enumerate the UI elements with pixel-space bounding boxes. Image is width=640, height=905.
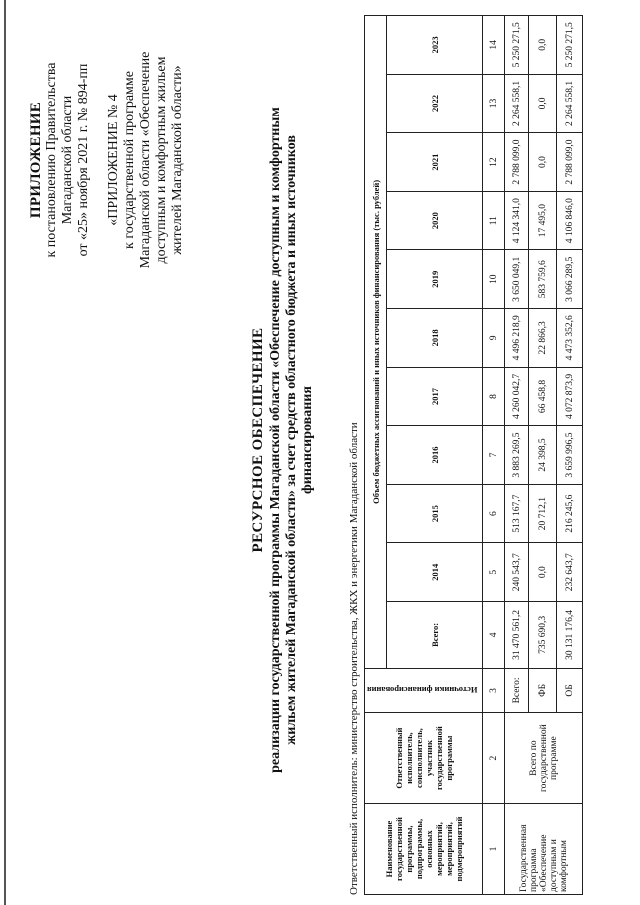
- total-cell: 735 690,3: [529, 602, 557, 669]
- value-cell: 20 712,1: [529, 484, 557, 543]
- header-year: 2017: [387, 367, 483, 426]
- value-cell: 5 250 271,5: [505, 16, 529, 75]
- column-number-row: [483, 16, 505, 895]
- appendix-line: Магаданской области «Обеспечение: [138, 51, 153, 269]
- value-cell: 3 659 996,5: [557, 426, 583, 485]
- source-cell: ОБ: [557, 668, 583, 712]
- value-cell: 66 458,8: [529, 367, 557, 426]
- header-year: 2015: [387, 484, 483, 543]
- col-number: 14: [483, 16, 505, 75]
- value-cell: 240 543,7: [505, 543, 529, 602]
- source-cell: ФБ: [529, 668, 557, 712]
- col-number: 10: [483, 250, 505, 309]
- value-cell: 4 124 341,0: [505, 191, 529, 250]
- table-row: [505, 16, 529, 895]
- value-cell: 2 788 099,0: [557, 133, 583, 192]
- scan-edge-line: [4, 0, 6, 905]
- value-cell: 513 167,7: [505, 484, 529, 543]
- value-cell: 5 250 271,5: [557, 16, 583, 75]
- document-title: [250, 95, 316, 785]
- header-total: Всего:: [387, 602, 483, 669]
- col-number: 8: [483, 367, 505, 426]
- header-volume: Объем бюджетных ассигнований и иных источников финансирования (тыс. рублей): [365, 16, 387, 669]
- value-cell: 0,0: [529, 543, 557, 602]
- total-cell: 30 131 176,4: [557, 602, 583, 669]
- value-cell: 0,0: [529, 133, 557, 192]
- title-line: финансирования: [300, 386, 315, 494]
- col-number: 7: [483, 426, 505, 485]
- value-cell: 3 883 269,5: [505, 426, 529, 485]
- value-cell: 2 788 099,0: [505, 133, 529, 192]
- value-cell: 4 473 352,6: [557, 309, 583, 368]
- total-cell: 31 470 561,2: [505, 602, 529, 669]
- col-number: 5: [483, 543, 505, 602]
- value-cell: 583 759,6: [529, 250, 557, 309]
- header-responsible: Ответственный исполнитель, соисполнитель, участник государственной программы: [365, 713, 483, 804]
- value-cell: 0,0: [529, 74, 557, 133]
- value-cell: 4 106 846,0: [557, 191, 583, 250]
- value-cell: 2 264 558,1: [557, 74, 583, 133]
- program-responsible: Всего по государственной программе: [505, 713, 583, 804]
- value-cell: 3 650 049,1: [505, 250, 529, 309]
- appendix-line: Магаданской области: [60, 95, 75, 225]
- col-number: 3: [483, 668, 505, 712]
- header-year: 2014: [387, 543, 483, 602]
- col-number: 11: [483, 191, 505, 250]
- header-year: 2023: [387, 16, 483, 75]
- value-cell: 17 495,0: [529, 191, 557, 250]
- value-cell: 4 072 873,9: [557, 367, 583, 426]
- appendix-line: от «25» ноября 2021 г. № 894-пп: [76, 63, 91, 257]
- source-cell: Всего:: [505, 668, 529, 712]
- col-number: 1: [483, 804, 505, 895]
- col-number: 9: [483, 309, 505, 368]
- appendix-header-2: «ПРИЛОЖЕНИЕ № 4: [106, 94, 121, 226]
- header-name: Наименование государственной программы, подпрограммы, основных мероприятий, мероприятий, подмероприятий: [365, 804, 483, 895]
- appendix-header: ПРИЛОЖЕНИЕ: [28, 101, 44, 219]
- value-cell: 2 264 558,1: [505, 74, 529, 133]
- resource-table: [364, 15, 583, 895]
- header-year: 2018: [387, 309, 483, 368]
- program-name: Государственная программа «Обеспечение доступным и комфортным: [505, 804, 583, 895]
- value-cell: 0,0: [529, 16, 557, 75]
- header-source: Источники финансирования: [365, 668, 483, 712]
- value-cell: 22 866,3: [529, 309, 557, 368]
- value-cell: 4 496 218,9: [505, 309, 529, 368]
- header-year: 2022: [387, 74, 483, 133]
- header-year: 2019: [387, 250, 483, 309]
- title-main: РЕСУРСНОЕ ОБЕСПЕЧЕНИЕ: [250, 327, 266, 553]
- header-year: 2016: [387, 426, 483, 485]
- value-cell: 232 643,7: [557, 543, 583, 602]
- responsible-executor: Ответственный исполнитель: министерство строительства, ЖКХ и энергетики Магаданской области: [348, 422, 360, 895]
- header-year: 2021: [387, 133, 483, 192]
- appendix-line: жителей Магаданской области»: [170, 65, 185, 255]
- appendix-line: доступным и комфортным жильем: [154, 56, 169, 264]
- title-line: реализации государственной программы Магаданской области «Обеспечение доступным и комфортным: [268, 107, 283, 773]
- value-cell: 3 066 289,5: [557, 250, 583, 309]
- col-number: 2: [483, 713, 505, 804]
- appendix-line: к государственной программе: [122, 71, 137, 249]
- header-year: 2020: [387, 191, 483, 250]
- value-cell: 4 260 042,7: [505, 367, 529, 426]
- col-number: 13: [483, 74, 505, 133]
- appendix-block: [28, 15, 186, 305]
- col-number: 4: [483, 602, 505, 669]
- col-number: 6: [483, 484, 505, 543]
- appendix-line: к постановлению Правительства: [44, 62, 59, 258]
- value-cell: 216 245,6: [557, 484, 583, 543]
- title-line: жильем жителей Магаданской области» за счет средств областного бюджета и иных источников: [284, 135, 299, 745]
- col-number: 12: [483, 133, 505, 192]
- value-cell: 24 398,5: [529, 426, 557, 485]
